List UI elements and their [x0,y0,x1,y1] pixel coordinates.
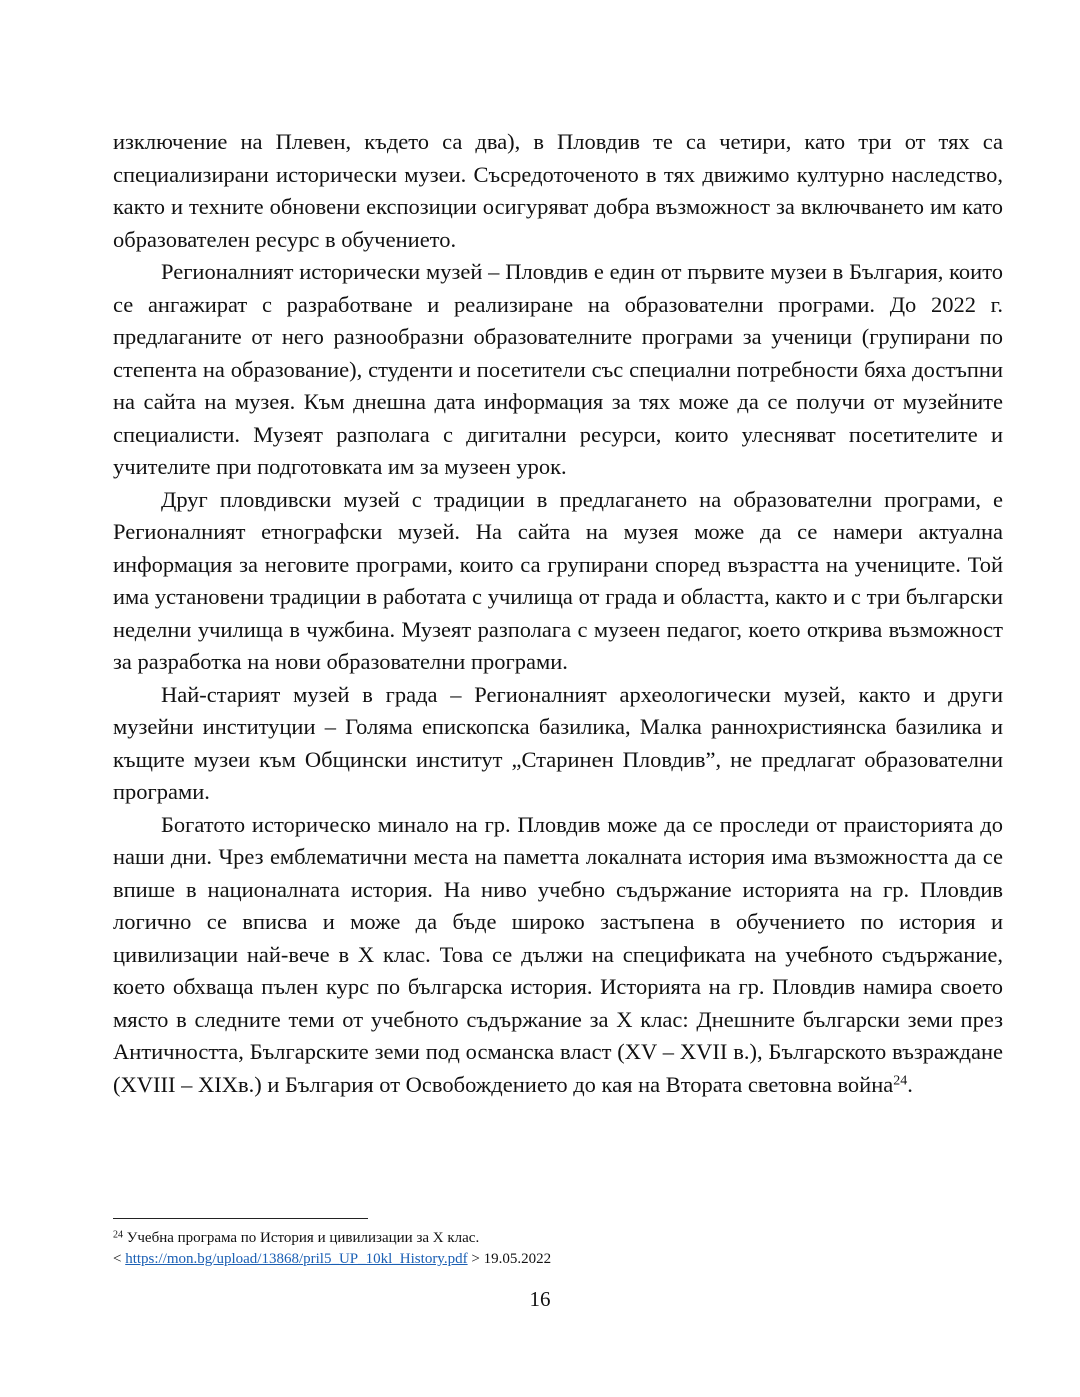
final-punctuation: . [907,1071,913,1097]
footnote-separator [113,1218,368,1219]
footnote-line-1 [113,1228,1003,1249]
paragraph-regional-history-museum: Регионалният исторически музей – Пловдив е един от първите музеи в България, които се ангажират с разработване и реализиране на образователни програми. До 2022 г. предлаганите от него разнообразни образователните програми за ученици (групирани по степента на образование), студенти и посетители със специални потребности бяха достъпни на сайта на музея. Към днешна дата информация за тях може да се получи от музейните специалисти. Музеят разполага с дигитални ресурси, които улесняват посетителите и учителите при подготовката им за музеен урок. [113,259,1003,479]
footnote-link-close: > [471,1251,480,1267]
body-text [113,126,1003,1101]
footnote-date: 19.05.2022 [483,1251,552,1267]
paragraph-continuation: изключение на Плевен, където са два), в Пловдив те са четири, като три от тях са специализирани исторически музеи. Съсредоточеното в тях движимо културно наследство, както и техните обновени експозиции осигуряват добра възможност за включването им като образователен ресурс в обучението. [113,129,1003,252]
paragraph-archaeological-museum: Най-старият музей в града – Регионалният археологически музей, както и други музейни институции – Голяма епископска базилика, Малка раннохристиянска базилика и къщите музеи към Общински институт „Старинен Пловдив”, не предлагат образователни програми. [113,681,1003,804]
footnote [113,1228,1003,1270]
paragraph-ethnographic-museum: Друг пловдивски музей с традиции в предлагането на образователни програми, е Регионалният етнографски музей. На сайта на музея може да се намери актуална информация за неговите програми, които са групирани според възрастта на учениците. Той има установени традиции в работата с училища от града и областта, както и с три български неделни училища в чужбина. Музеят разполага с музеен педагог, което открива възможност за разработка на нови образователни програми. [113,486,1003,674]
footnote-text: Учебна програма по История и цивилизации за Х клас. [126,1230,480,1246]
footnote-link-open: < [113,1251,122,1267]
footnote-line-2 [113,1249,1003,1270]
footnote-number: 24 [113,1229,123,1241]
paragraph-plovdiv-history-text: Богатото историческо минало на гр. Пловдив може да се проследи от праисторията до наши дни. Чрез емблематични места на паметта локалната история има възможността да се впише в националната история. На ниво учебно съдържание историята на гр. Пловдив логично се вписва и може да бъде широко застъпена в обучението по история и цивилизации най-вече в Х клас. Това се дължи на спецификата на учебното съдържание, което обхваща пълен курс по българска история. Историята на гр. Пловдив намира своето място в следните теми от учебното съдържание за Х клас: Днешните български земи през Античността, Българските земи под османска власт (XV – XVII в.), Българското възраждане (XVIII – XIXв.) и България от Освобождението до кая на Втората световна война [113,811,1003,1097]
footnote-reference[interactable]: 24 [893,1072,908,1088]
page-number: 16 [529,1287,551,1311]
footnote-link[interactable]: https://mon.bg/upload/13868/pril5_UP_10kl_History.pdf [125,1251,468,1267]
paragraph-plovdiv-history [113,809,1003,1102]
